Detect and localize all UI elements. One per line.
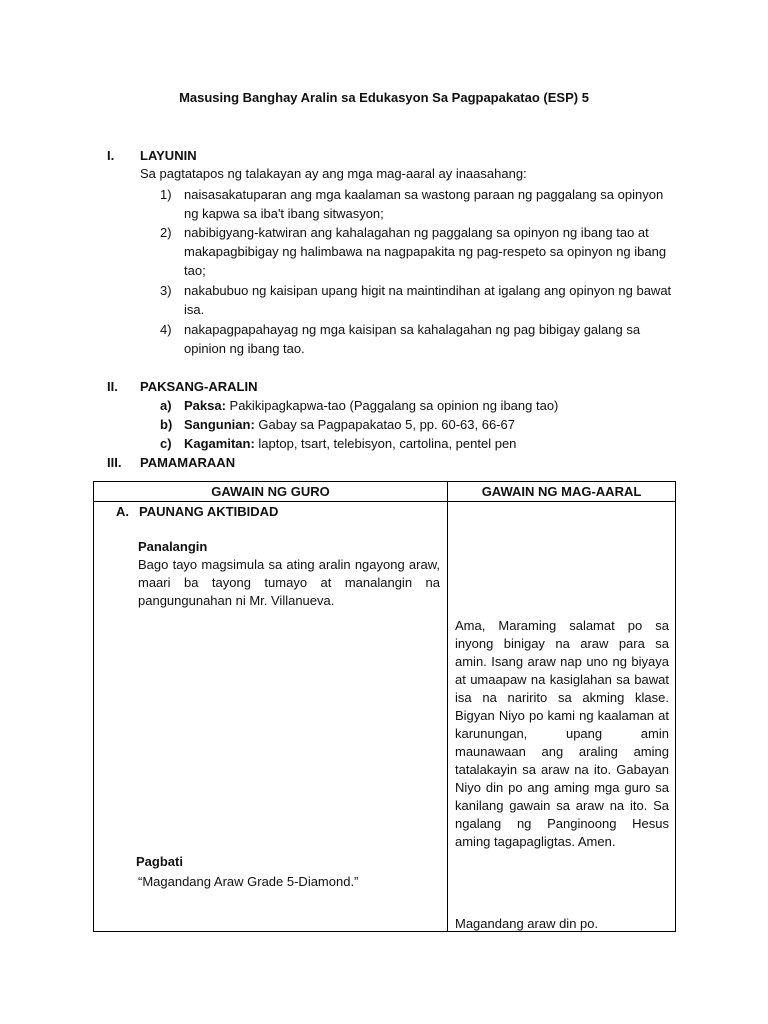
part-label: A. [116,504,129,519]
topic-label: Sangunian: [184,417,255,432]
procedure-table [93,481,676,932]
objective-item [160,223,680,280]
objective-number: 2) [160,225,172,240]
objective-text: nakapagpapahayag ng mga kaisipan sa kahalagahan ng pag bibigay galang sa opinion ng ibang tao. [184,322,641,356]
objective-number: 1) [160,187,172,202]
topic-letter: b) [160,417,173,432]
objective-item [160,185,680,223]
greeting-text: “Magandang Araw Grade 5-Diamond.” [138,874,359,889]
objective-item [160,281,680,319]
student-activity-cell [448,502,676,932]
topic-text: laptop, tsart, telebisyon, cartolina, pentel pen [254,436,517,451]
student-prayer: Ama, Maraming salamat po sa inyong binigay na araw para sa amin. Isang araw nap uno ng biyaya at umaapaw na kasiglahan sa bawat isa na naririto sa akming klase. Bigyan Niyo po kami ng kaalaman at karunungan, upang amin maunawaan ang araling aming tatalakayin sa araw na ito. Gabayan Niyo din po ang aming mga guro sa kanilang gawain sa araw na ito. Sa ngalang ng Panginoong Hesus aming tagapagligtas. Amen. [455,618,669,849]
topic-text: Pakikipagkapwa-tao (Paggalang sa opinion ng ibang tao) [225,398,559,413]
section-title: LAYUNIN [140,148,197,163]
prayer-instruction: Bago tayo magsimula sa ating aralin ngayong araw, maari ba tayong tumayo at manalangin na pangungunahan ni Mr. Villanueva. [138,557,440,608]
topic-item [160,398,558,413]
objective-number: 3) [160,283,172,298]
topic-letter: a) [160,398,172,413]
prayer-heading: Panalangin [138,539,208,554]
table-row [94,502,676,932]
section-number: II. [107,379,118,394]
objective-item [160,320,680,358]
greeting-heading: Pagbati [136,854,183,869]
teacher-column-header: GAWAIN NG GURO [94,482,448,502]
teacher-activity-cell [94,502,448,932]
topic-item [160,417,515,432]
topic-label: Paksa: [184,398,226,413]
topic-label: Kagamitan: [184,436,255,451]
objective-number: 4) [160,322,172,337]
greeting-reply: Magandang araw din po. [455,916,599,931]
student-column-header: GAWAIN NG MAG-AARAL [448,482,676,502]
table-header-row [94,482,676,502]
part-title: PAUNANG AKTIBIDAD [139,504,279,519]
document-title: Masusing Banghay Aralin sa Edukasyon Sa Pagpapakatao (ESP) 5 [179,90,589,105]
objective-text: nabibigyang-katwiran ang kahalagahan ng paggalang sa opinyon ng ibang tao at makapagbibigay ng halimbawa na nagpapakita ng pag-respeto sa opinyon ng ibang tao; [184,225,667,278]
section-title: PAKSANG-ARALIN [140,379,258,394]
section-number: I. [107,148,115,163]
topic-text: Gabay sa Pagpapakatao 5, pp. 60-63, 66-67 [254,417,515,432]
objectives-intro: Sa pagtatapos ng talakayan ay ang mga mag-aaral ay inaasahang: [140,166,527,181]
topic-item [160,436,516,451]
objective-text: nakabubuo ng kaisipan upang higit na maintindihan at igalang ang opinyon ng bawat isa. [184,283,672,317]
section-title: PAMAMARAAN [140,455,236,470]
section-number: III. [107,455,122,470]
topic-letter: c) [160,436,172,451]
objective-text: naisasakatuparan ang mga kaalaman sa wastong paraan ng paggalang sa opinyon ng kapwa sa iba't ibang sitwasyon; [184,187,664,221]
